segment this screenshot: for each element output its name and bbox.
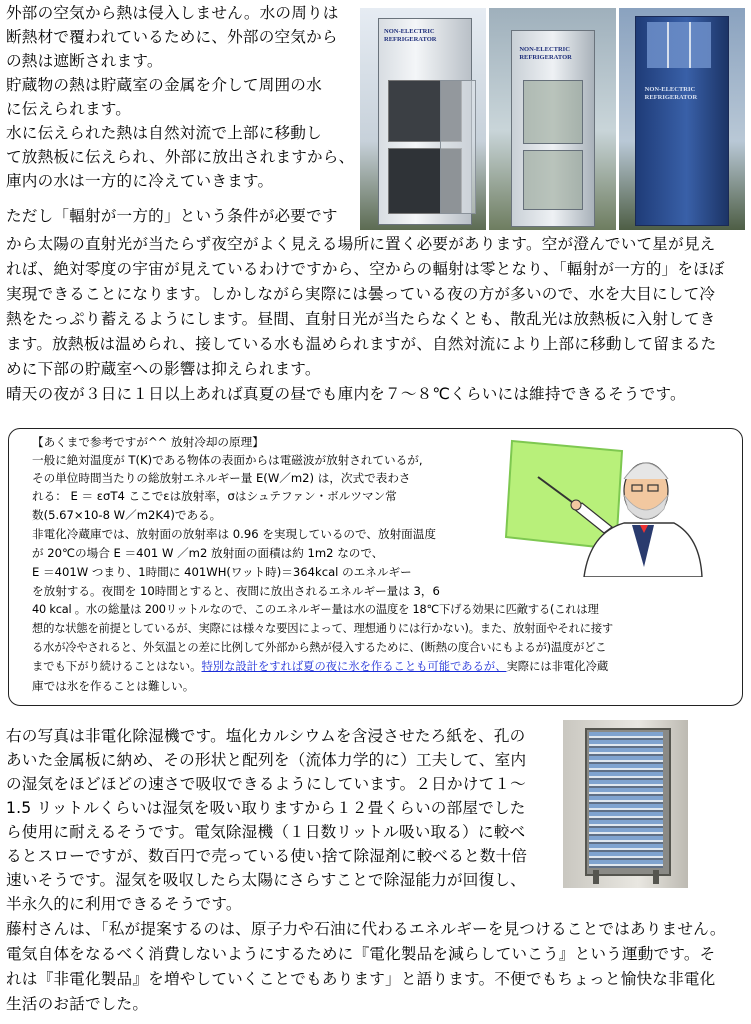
box-line: その単位時間当たりの総放射エネルギー量 E(W／m2) は，次式で表わさ [32, 471, 411, 485]
box-line: を放射する。夜間を 10時間とすると、夜間に放出されるエネルギー量は 3，6 [32, 584, 440, 598]
body-line: 実現できることになります。しかしながら実際には曇っている夜の方が多いので、水を大目にして冷 [6, 285, 716, 303]
box-line: 非電化冷蔵庫では、放射面の放射率は 0.96 を実現しているので、放射面温度 [32, 527, 436, 541]
body-line: れば、絶対零度の宇宙が見えているわけですから、空からの輻射は零となり、「輻射が一方的」をほぼ [6, 260, 725, 278]
dehum-line: ら使用に耐えるそうです。電気除湿機（１日数リットル吸い取る）に較べ [6, 823, 526, 841]
dehum-line: 半永久的に利用できるそうです。 [6, 895, 242, 913]
box-line: 実際には非電化冷蔵 [506, 660, 609, 673]
intro-line: 外部の空気から熱は侵入しません。水の周りは [6, 4, 339, 22]
dehum-line: あいた金属板に納め、その形状と配列を（流体力学的に）工夫して、室内 [6, 751, 527, 769]
professor-illustration [504, 437, 704, 577]
box-line: E ＝401W つまり、1時間に 401WH(ワット時)＝364kcal のエネルギー [32, 565, 412, 579]
refrigerator-photo-side [489, 8, 615, 230]
photo-label: REFRIGERATOR [519, 54, 572, 61]
body-line: ます。放熱板は温められ、接している水も温められますが、自然対流により上部に移動して留まるた [6, 335, 717, 353]
intro-line: 水に伝えられた熱は自然対流で上部に移動し [6, 124, 322, 142]
closing-line: 生活のお話でした。 [6, 995, 149, 1013]
body-line: めに下部の貯蔵室への影響は抑えられます。 [6, 360, 321, 378]
ice-making-link[interactable]: 特別な設計をすれば夏の夜に氷を作ることも可能であるが、 [201, 660, 507, 673]
intro-line: 庫内の水は一方的に冷えていきます。 [6, 172, 274, 190]
box-line: れる： E ＝ εσT4 ここでεは放射率，σはシュテファン・ボルツマン常 [32, 489, 397, 503]
closing-line: れは『非電化製品』を増やしていくことでもあります」と語ります。不便でもちょっと愉快な非電化 [6, 970, 716, 988]
dehum-line: の湿気をほどほどの速さで吸収できるようにしています。２日かけて１～ [6, 775, 526, 793]
refrigerator-photo-open [360, 8, 486, 230]
box-line: る水が冷やされると、外気温との差に比例して外部から熱が侵入するために、(断熱の度合いにもよるが)温度がどこ [32, 641, 607, 654]
body-line: 熱をたっぷり蓄えるようにします。昼間、直射日光が当たらなくとも、散乱光は放熱板に入射してき [6, 310, 716, 328]
photo-label: REFRIGERATOR [384, 36, 437, 43]
box-heading: 【あくまで参考ですが^^ 放射冷却の原理】 [32, 435, 264, 449]
dehumidifier-photo [563, 720, 688, 888]
intro-line: に伝えられます。 [6, 100, 132, 118]
photo-label: NON-ELECTRIC [384, 28, 435, 35]
box-line: までも下がり続けることはない。 [32, 660, 202, 673]
intro-line: の熱は遮断されます。 [6, 52, 163, 70]
dehum-line: るとスローですが、数百円で売っている使い捨て除湿剤に較べると数十倍 [6, 847, 528, 865]
box-line: が 20℃の場合 E ＝401 W ／m2 放射面の面積は約 1m2 なので、 [32, 546, 384, 560]
dehum-line: 速いそうです。湿気を吸収したら太陽にさらすことで除湿能力が回復し、 [6, 871, 526, 889]
refrigerator-photo-panel [619, 8, 745, 230]
closing-line: 藤村さんは、「私が提案するのは、原子力や石油に代わるエネルギーを見つけることではありません。 [6, 920, 726, 938]
dehum-line: 1.5 リットルくらいは湿気を吸い取りますから１２畳くらいの部屋でした [6, 799, 526, 817]
photo-label: NON-ELECTRIC [519, 46, 570, 53]
intro-line: 貯蔵物の熱は貯蔵室の金属を介して周囲の水 [6, 76, 322, 94]
box-line: 一般に絶対温度が T(K)である物体の表面からは電磁波が放射されているが, [32, 453, 423, 467]
refrigerator-photos [360, 8, 745, 230]
intro-line: 断熱材で覆われているために、外部の空気から [6, 28, 338, 46]
box-line: 数(5.67×10-8 W／m2K4)である。 [32, 508, 222, 522]
box-line: 40 kcal 。水の総量は 200リットルなので、このエネルギー量は水の温度を 18℃下げる効果に匹敵する(これは理 [32, 603, 599, 616]
photo-label: NON-ELECTRIC [644, 86, 696, 93]
box-line: 庫では氷を作ることは難しい。 [32, 679, 195, 693]
box-line-with-link [32, 658, 608, 677]
radiative-cooling-box [8, 428, 743, 706]
closing-line: 電気自体をなるべく消費しないようにするために『電化製品を減らしていこう』という運動です。そ [6, 945, 716, 963]
box-line: 想的な状態を前提としているが、実際には様々な要因によって、理想通りには行かない)。また、放射面やそれに接す [32, 622, 614, 635]
dehum-line: 右の写真は非電化除湿機です。塩化カルシウムを含浸させたろ紙を、孔の [6, 727, 526, 745]
photo-label: REFRIGERATOR [644, 94, 698, 101]
body-line: 晴天の夜が３日に１日以上あれば真夏の昼でも庫内を７～８℃くらいには維持できるそうです。 [6, 385, 686, 403]
intro-line: て放熱板に伝えられ、外部に放出されますから、 [6, 148, 355, 166]
body-line: から太陽の直射光が当たらず夜空がよく見える場所に置く必要があります。空が澄んでいて星が見え [6, 235, 716, 253]
intro-line: ただし「輻射が一方的」という条件が必要です [6, 207, 338, 225]
